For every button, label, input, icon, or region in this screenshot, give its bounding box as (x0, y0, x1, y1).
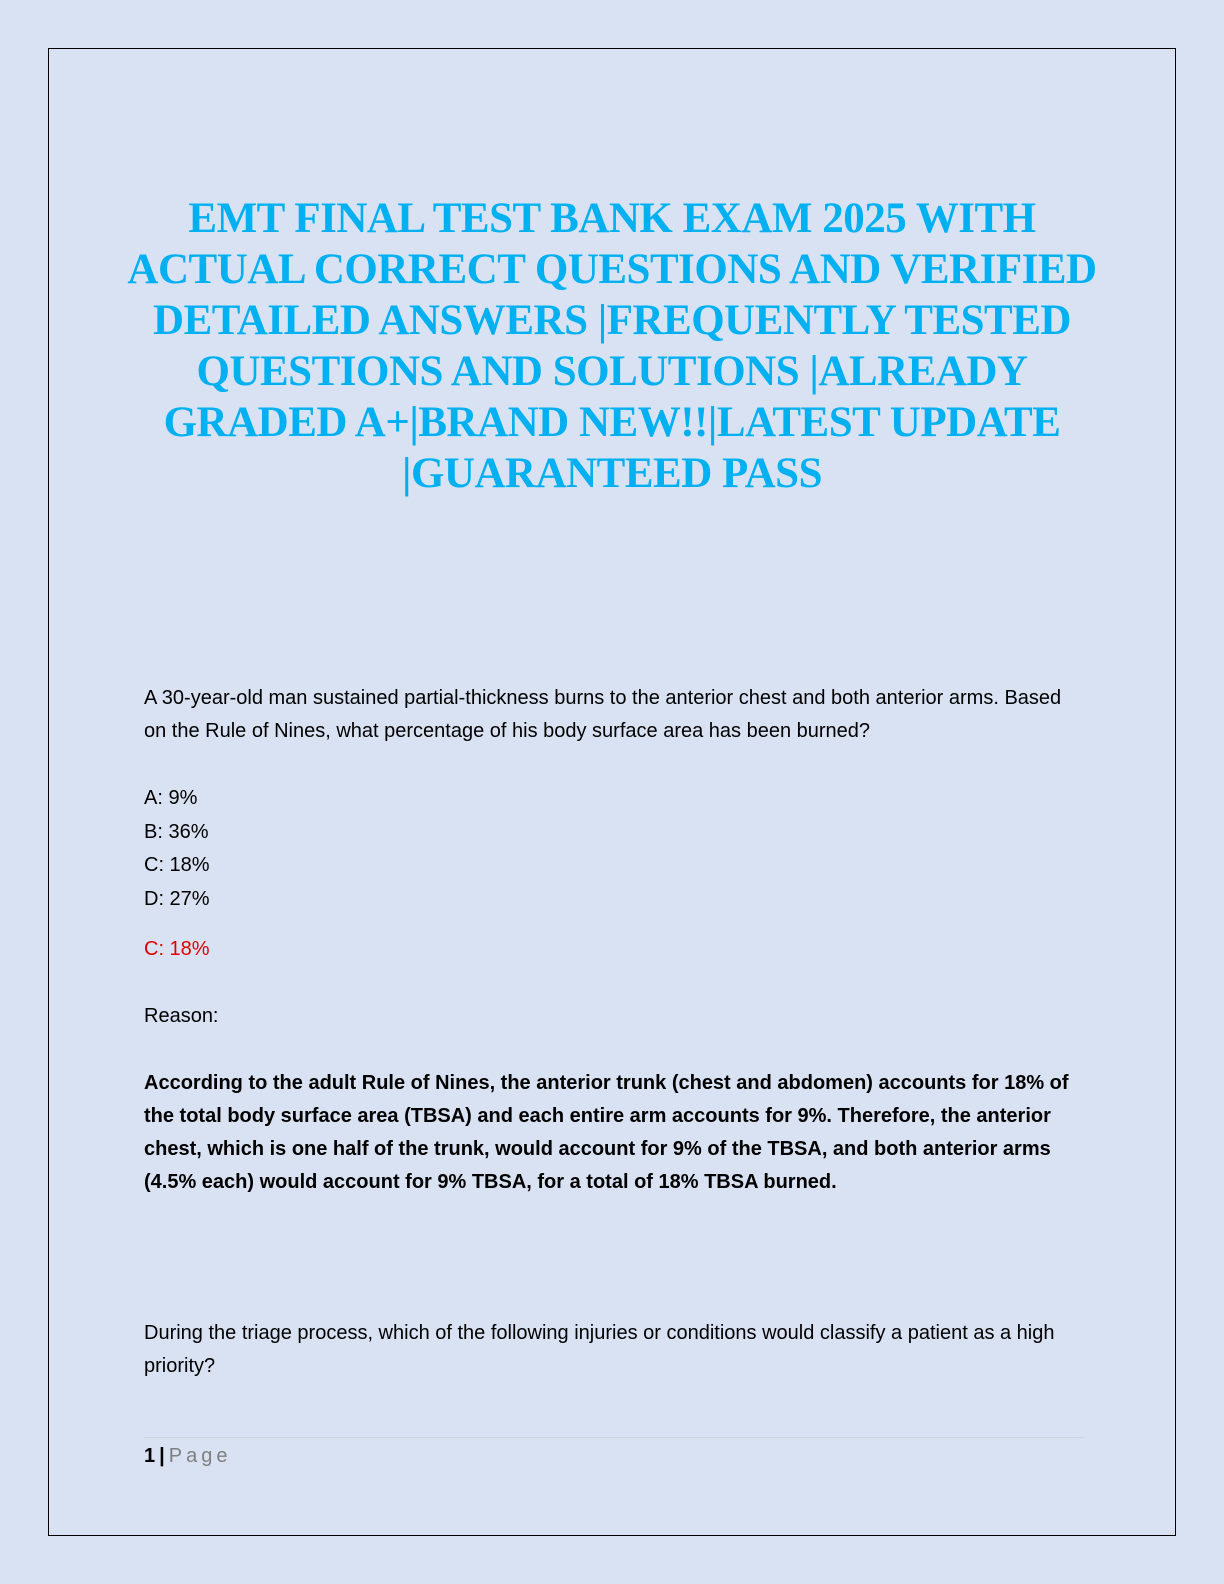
page-footer (144, 1443, 231, 1469)
option-b: B: 36% (144, 820, 209, 843)
page-number: 1 (144, 1445, 156, 1467)
footer-divider (144, 1437, 1084, 1438)
page-label: Page (168, 1445, 232, 1467)
footer-separator: | (159, 1445, 165, 1467)
question-1-text: A 30-year-old man sustained partial-thickness burns to the anterior chest and both anterior arms. Based on the Rule of Nines, what percentage of his body surface area has been burned? (144, 687, 1062, 742)
correct-answer: C: 18% (144, 938, 210, 960)
option-a: A: 9% (144, 787, 198, 809)
document-title: EMT FINAL TEST BANK EXAM 2025 WITH ACTUAL CORRECT QUESTIONS AND VERIFIED DETAILED ANSWERS |FREQUENTLY TESTED QUESTIONS AND SOLUTIONS |ALREADY GRADED A+|BRAND NEW!!|LATEST UPDATE |GUARANTEED PASS (127, 195, 1097, 497)
reason-label: Reason: (144, 1005, 219, 1027)
option-c: C: 18% (144, 854, 210, 876)
question-2-text: During the triage process, which of the following injuries or conditions would classify a patient as a high priority? (144, 1322, 1055, 1377)
option-d: D: 27% (144, 887, 210, 910)
reason-text: According to the adult Rule of Nines, the anterior trunk (chest and abdomen) accounts for 18% of the total body surface area (TBSA) and each entire arm accounts for 9%. Therefore, the anterior chest, which is one half of the trunk, would account for 9% of the TBSA, and both anterior arms (4.5% each) would account for 9% TBSA, for a total of 18% TBSA burned. (144, 1072, 1069, 1193)
question-1-options (144, 782, 1084, 916)
